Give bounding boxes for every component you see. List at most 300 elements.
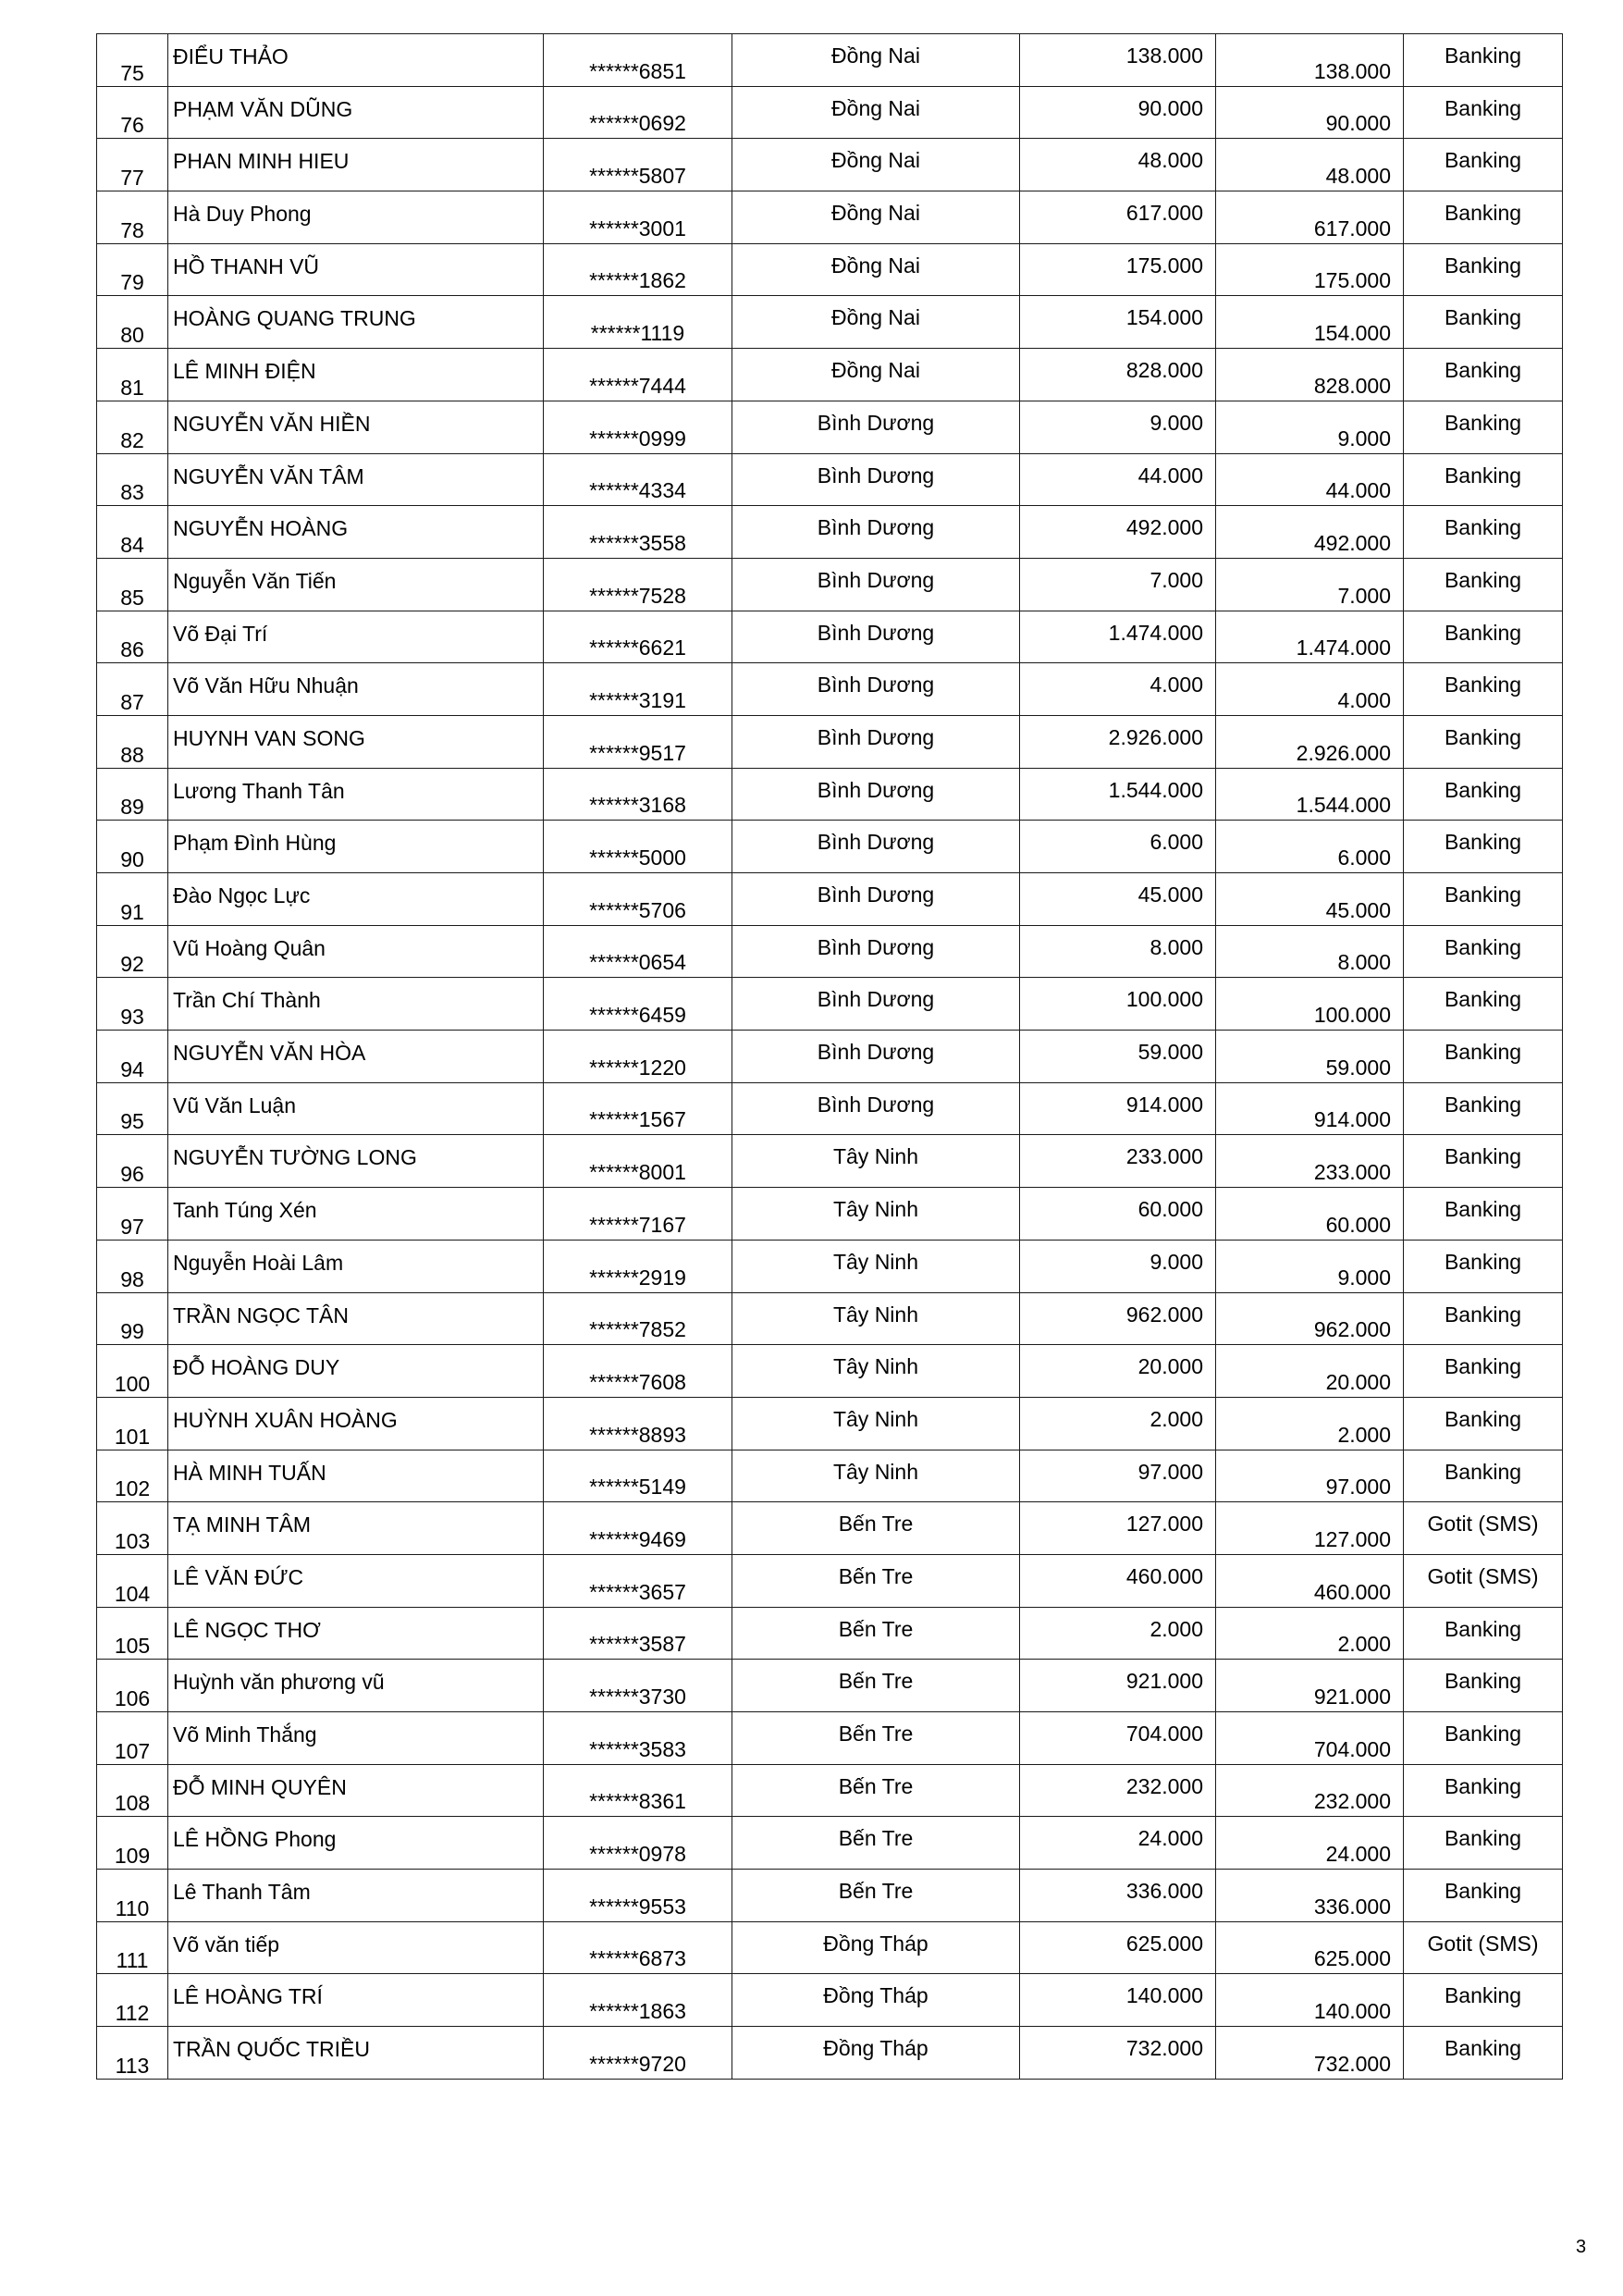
payment-method-cell: Banking xyxy=(1404,1345,1563,1398)
paid-amount-cell: 460.000 xyxy=(1216,1554,1404,1607)
table-row xyxy=(97,1240,1563,1292)
recipient-name-cell: Lương Thanh Tân xyxy=(168,768,544,821)
province-cell: Đồng Nai xyxy=(732,349,1020,401)
table-row xyxy=(97,925,1563,978)
amount-cell: 6.000 xyxy=(1020,821,1216,873)
amount-cell: 9.000 xyxy=(1020,1240,1216,1292)
masked-account-cell: ******1862 xyxy=(544,243,732,296)
masked-account-cell: ******7444 xyxy=(544,349,732,401)
province-cell: Đồng Nai xyxy=(732,191,1020,244)
table-body xyxy=(97,34,1563,2080)
amount-cell: 48.000 xyxy=(1020,139,1216,191)
masked-account-cell: ******0654 xyxy=(544,925,732,978)
recipient-name-cell: TRẦN NGỌC TÂN xyxy=(168,1292,544,1345)
row-number-cell: 107 xyxy=(97,1712,168,1765)
amount-cell: 138.000 xyxy=(1020,34,1216,87)
paid-amount-cell: 8.000 xyxy=(1216,925,1404,978)
masked-account-cell: ******6621 xyxy=(544,611,732,663)
masked-account-cell: ******5807 xyxy=(544,139,732,191)
paid-amount-cell: 48.000 xyxy=(1216,139,1404,191)
payment-method-cell: Banking xyxy=(1404,1817,1563,1870)
province-cell: Đồng Tháp xyxy=(732,2027,1020,2080)
table-row xyxy=(97,715,1563,768)
table-row xyxy=(97,86,1563,139)
table-row xyxy=(97,243,1563,296)
payment-method-cell: Banking xyxy=(1404,925,1563,978)
row-number-cell: 98 xyxy=(97,1240,168,1292)
masked-account-cell: ******1863 xyxy=(544,1974,732,2027)
amount-cell: 127.000 xyxy=(1020,1502,1216,1555)
masked-account-cell: ******7852 xyxy=(544,1292,732,1345)
table-row xyxy=(97,1502,1563,1555)
paid-amount-cell: 90.000 xyxy=(1216,86,1404,139)
payment-method-cell: Banking xyxy=(1404,1292,1563,1345)
masked-account-cell: ******1567 xyxy=(544,1082,732,1135)
recipient-name-cell: HUYNH VAN SONG xyxy=(168,715,544,768)
amount-cell: 90.000 xyxy=(1020,86,1216,139)
amount-cell: 617.000 xyxy=(1020,191,1216,244)
recipient-name-cell: PHAN MINH HIEU xyxy=(168,139,544,191)
province-cell: Bến Tre xyxy=(732,1554,1020,1607)
recipient-name-cell: Nguyễn Văn Tiến xyxy=(168,558,544,611)
row-number-cell: 81 xyxy=(97,349,168,401)
masked-account-cell: ******9469 xyxy=(544,1502,732,1555)
recipient-name-cell: NGUYỄN VĂN HIỀN xyxy=(168,401,544,453)
paid-amount-cell: 617.000 xyxy=(1216,191,1404,244)
row-number-cell: 83 xyxy=(97,453,168,506)
paid-amount-cell: 625.000 xyxy=(1216,1921,1404,1974)
recipient-name-cell: Võ văn tiếp xyxy=(168,1921,544,1974)
province-cell: Bình Dương xyxy=(732,715,1020,768)
payment-method-cell: Banking xyxy=(1404,296,1563,349)
table-row xyxy=(97,453,1563,506)
recipient-name-cell: NGUYỄN TƯỜNG LONG xyxy=(168,1135,544,1188)
amount-cell: 460.000 xyxy=(1020,1554,1216,1607)
amount-cell: 59.000 xyxy=(1020,1031,1216,1083)
table-row xyxy=(97,139,1563,191)
recipient-name-cell: Đào Ngọc Lực xyxy=(168,873,544,926)
table-row xyxy=(97,1188,1563,1241)
paid-amount-cell: 9.000 xyxy=(1216,401,1404,453)
province-cell: Bình Dương xyxy=(732,1031,1020,1083)
amount-cell: 704.000 xyxy=(1020,1712,1216,1765)
paid-amount-cell: 127.000 xyxy=(1216,1502,1404,1555)
row-number-cell: 92 xyxy=(97,925,168,978)
paid-amount-cell: 140.000 xyxy=(1216,1974,1404,2027)
masked-account-cell: ******3168 xyxy=(544,768,732,821)
amount-cell: 1.474.000 xyxy=(1020,611,1216,663)
row-number-cell: 79 xyxy=(97,243,168,296)
amount-cell: 625.000 xyxy=(1020,1921,1216,1974)
province-cell: Bến Tre xyxy=(732,1817,1020,1870)
table-row xyxy=(97,1974,1563,2027)
amount-cell: 732.000 xyxy=(1020,2027,1216,2080)
amount-cell: 9.000 xyxy=(1020,401,1216,453)
masked-account-cell: ******2919 xyxy=(544,1240,732,1292)
amount-cell: 60.000 xyxy=(1020,1188,1216,1241)
masked-account-cell: ******3730 xyxy=(544,1660,732,1712)
row-number-cell: 104 xyxy=(97,1554,168,1607)
province-cell: Đồng Nai xyxy=(732,139,1020,191)
recipient-name-cell: Hà Duy Phong xyxy=(168,191,544,244)
recipient-name-cell: Vũ Văn Luận xyxy=(168,1082,544,1135)
amount-cell: 828.000 xyxy=(1020,349,1216,401)
amount-cell: 336.000 xyxy=(1020,1870,1216,1922)
province-cell: Tây Ninh xyxy=(732,1135,1020,1188)
amount-cell: 4.000 xyxy=(1020,663,1216,716)
masked-account-cell: ******4334 xyxy=(544,453,732,506)
payment-method-cell: Banking xyxy=(1404,191,1563,244)
province-cell: Bình Dương xyxy=(732,663,1020,716)
province-cell: Đồng Nai xyxy=(732,243,1020,296)
payment-method-cell: Banking xyxy=(1404,506,1563,559)
amount-cell: 154.000 xyxy=(1020,296,1216,349)
recipient-name-cell: Lê Thanh Tâm xyxy=(168,1870,544,1922)
paid-amount-cell: 914.000 xyxy=(1216,1082,1404,1135)
row-number-cell: 97 xyxy=(97,1188,168,1241)
paid-amount-cell: 154.000 xyxy=(1216,296,1404,349)
table-row xyxy=(97,349,1563,401)
payment-method-cell: Banking xyxy=(1404,34,1563,87)
amount-cell: 100.000 xyxy=(1020,978,1216,1031)
table-row xyxy=(97,1397,1563,1450)
row-number-cell: 103 xyxy=(97,1502,168,1555)
province-cell: Bình Dương xyxy=(732,506,1020,559)
recipient-name-cell: HOÀNG QUANG TRUNG xyxy=(168,296,544,349)
row-number-cell: 77 xyxy=(97,139,168,191)
payment-method-cell: Banking xyxy=(1404,611,1563,663)
row-number-cell: 108 xyxy=(97,1764,168,1817)
masked-account-cell: ******5000 xyxy=(544,821,732,873)
province-cell: Tây Ninh xyxy=(732,1240,1020,1292)
amount-cell: 2.926.000 xyxy=(1020,715,1216,768)
row-number-cell: 94 xyxy=(97,1031,168,1083)
table-row xyxy=(97,1607,1563,1660)
amount-cell: 24.000 xyxy=(1020,1817,1216,1870)
row-number-cell: 105 xyxy=(97,1607,168,1660)
paid-amount-cell: 4.000 xyxy=(1216,663,1404,716)
row-number-cell: 109 xyxy=(97,1817,168,1870)
payment-method-cell: Banking xyxy=(1404,873,1563,926)
province-cell: Bến Tre xyxy=(732,1502,1020,1555)
payment-method-cell: Banking xyxy=(1404,1764,1563,1817)
province-cell: Bến Tre xyxy=(732,1870,1020,1922)
row-number-cell: 101 xyxy=(97,1397,168,1450)
payment-method-cell: Banking xyxy=(1404,139,1563,191)
paid-amount-cell: 44.000 xyxy=(1216,453,1404,506)
masked-account-cell: ******5149 xyxy=(544,1450,732,1502)
masked-account-cell: ******3657 xyxy=(544,1554,732,1607)
province-cell: Bến Tre xyxy=(732,1764,1020,1817)
province-cell: Đồng Tháp xyxy=(732,1974,1020,2027)
row-number-cell: 102 xyxy=(97,1450,168,1502)
row-number-cell: 84 xyxy=(97,506,168,559)
amount-cell: 7.000 xyxy=(1020,558,1216,611)
table-row xyxy=(97,873,1563,926)
paid-amount-cell: 9.000 xyxy=(1216,1240,1404,1292)
amount-cell: 20.000 xyxy=(1020,1345,1216,1398)
province-cell: Bến Tre xyxy=(732,1712,1020,1765)
table-row xyxy=(97,191,1563,244)
amount-cell: 45.000 xyxy=(1020,873,1216,926)
province-cell: Bến Tre xyxy=(732,1660,1020,1712)
province-cell: Bình Dương xyxy=(732,768,1020,821)
masked-account-cell: ******1220 xyxy=(544,1031,732,1083)
table-row xyxy=(97,978,1563,1031)
table-row xyxy=(97,1031,1563,1083)
masked-account-cell: ******7167 xyxy=(544,1188,732,1241)
paid-amount-cell: 1.474.000 xyxy=(1216,611,1404,663)
masked-account-cell: ******0978 xyxy=(544,1817,732,1870)
amount-cell: 175.000 xyxy=(1020,243,1216,296)
recipient-name-cell: Huỳnh văn phương vũ xyxy=(168,1660,544,1712)
paid-amount-cell: 7.000 xyxy=(1216,558,1404,611)
province-cell: Tây Ninh xyxy=(732,1188,1020,1241)
province-cell: Bình Dương xyxy=(732,611,1020,663)
row-number-cell: 91 xyxy=(97,873,168,926)
row-number-cell: 110 xyxy=(97,1870,168,1922)
payment-method-cell: Banking xyxy=(1404,2027,1563,2080)
amount-cell: 1.544.000 xyxy=(1020,768,1216,821)
row-number-cell: 90 xyxy=(97,821,168,873)
payment-method-cell: Banking xyxy=(1404,663,1563,716)
amount-cell: 2.000 xyxy=(1020,1397,1216,1450)
masked-account-cell: ******6851 xyxy=(544,34,732,87)
masked-account-cell: ******1119 xyxy=(544,296,732,349)
recipient-name-cell: HUỲNH XUÂN HOÀNG xyxy=(168,1397,544,1450)
table-row xyxy=(97,1450,1563,1502)
recipient-name-cell: Trần Chí Thành xyxy=(168,978,544,1031)
payment-method-cell: Gotit (SMS) xyxy=(1404,1554,1563,1607)
recipient-name-cell: HỒ THANH VŨ xyxy=(168,243,544,296)
payment-method-cell: Banking xyxy=(1404,768,1563,821)
row-number-cell: 106 xyxy=(97,1660,168,1712)
paid-amount-cell: 6.000 xyxy=(1216,821,1404,873)
table-row xyxy=(97,1345,1563,1398)
paid-amount-cell: 20.000 xyxy=(1216,1345,1404,1398)
recipient-name-cell: ĐỖ HOÀNG DUY xyxy=(168,1345,544,1398)
recipient-name-cell: Phạm Đình Hùng xyxy=(168,821,544,873)
payment-method-cell: Banking xyxy=(1404,453,1563,506)
table-row xyxy=(97,1921,1563,1974)
paid-amount-cell: 2.000 xyxy=(1216,1397,1404,1450)
masked-account-cell: ******3558 xyxy=(544,506,732,559)
row-number-cell: 93 xyxy=(97,978,168,1031)
province-cell: Đồng Nai xyxy=(732,296,1020,349)
table-row xyxy=(97,401,1563,453)
payment-method-cell: Banking xyxy=(1404,1660,1563,1712)
paid-amount-cell: 232.000 xyxy=(1216,1764,1404,1817)
payment-method-cell: Banking xyxy=(1404,349,1563,401)
paid-amount-cell: 704.000 xyxy=(1216,1712,1404,1765)
row-number-cell: 99 xyxy=(97,1292,168,1345)
table-row xyxy=(97,506,1563,559)
masked-account-cell: ******8893 xyxy=(544,1397,732,1450)
paid-amount-cell: 100.000 xyxy=(1216,978,1404,1031)
paid-amount-cell: 60.000 xyxy=(1216,1188,1404,1241)
row-number-cell: 111 xyxy=(97,1921,168,1974)
row-number-cell: 96 xyxy=(97,1135,168,1188)
recipient-table xyxy=(96,33,1563,2080)
province-cell: Bình Dương xyxy=(732,401,1020,453)
province-cell: Bến Tre xyxy=(732,1607,1020,1660)
paid-amount-cell: 962.000 xyxy=(1216,1292,1404,1345)
province-cell: Tây Ninh xyxy=(732,1292,1020,1345)
payment-method-cell: Banking xyxy=(1404,1135,1563,1188)
recipient-name-cell: LÊ HỒNG Phong xyxy=(168,1817,544,1870)
recipient-name-cell: Võ Đại Trí xyxy=(168,611,544,663)
row-number-cell: 95 xyxy=(97,1082,168,1135)
masked-account-cell: ******7528 xyxy=(544,558,732,611)
province-cell: Bình Dương xyxy=(732,1082,1020,1135)
payment-method-cell: Banking xyxy=(1404,1240,1563,1292)
recipient-name-cell: Tanh Túng Xén xyxy=(168,1188,544,1241)
amount-cell: 44.000 xyxy=(1020,453,1216,506)
masked-account-cell: ******3583 xyxy=(544,1712,732,1765)
table-row xyxy=(97,768,1563,821)
recipient-name-cell: ĐỖ MINH QUYÊN xyxy=(168,1764,544,1817)
amount-cell: 2.000 xyxy=(1020,1607,1216,1660)
paid-amount-cell: 732.000 xyxy=(1216,2027,1404,2080)
province-cell: Bình Dương xyxy=(732,821,1020,873)
amount-cell: 962.000 xyxy=(1020,1292,1216,1345)
row-number-cell: 113 xyxy=(97,2027,168,2080)
province-cell: Đồng Tháp xyxy=(732,1921,1020,1974)
payment-method-cell: Banking xyxy=(1404,1188,1563,1241)
amount-cell: 492.000 xyxy=(1020,506,1216,559)
row-number-cell: 75 xyxy=(97,34,168,87)
province-cell: Tây Ninh xyxy=(732,1450,1020,1502)
paid-amount-cell: 921.000 xyxy=(1216,1660,1404,1712)
masked-account-cell: ******6459 xyxy=(544,978,732,1031)
row-number-cell: 76 xyxy=(97,86,168,139)
paid-amount-cell: 138.000 xyxy=(1216,34,1404,87)
amount-cell: 8.000 xyxy=(1020,925,1216,978)
recipient-name-cell: TẠ MINH TÂM xyxy=(168,1502,544,1555)
table-row xyxy=(97,611,1563,663)
table-row xyxy=(97,663,1563,716)
recipient-name-cell: Vũ Hoàng Quân xyxy=(168,925,544,978)
table-row xyxy=(97,1870,1563,1922)
province-cell: Đồng Nai xyxy=(732,86,1020,139)
province-cell: Bình Dương xyxy=(732,558,1020,611)
masked-account-cell: ******3587 xyxy=(544,1607,732,1660)
page-number: 3 xyxy=(1576,2237,1587,2257)
recipient-name-cell: NGUYỄN VĂN HÒA xyxy=(168,1031,544,1083)
table-row xyxy=(97,1135,1563,1188)
table-row xyxy=(97,1292,1563,1345)
payment-method-cell: Banking xyxy=(1404,86,1563,139)
payment-method-cell: Gotit (SMS) xyxy=(1404,1921,1563,1974)
amount-cell: 232.000 xyxy=(1020,1764,1216,1817)
table-row xyxy=(97,1817,1563,1870)
payment-method-cell: Banking xyxy=(1404,558,1563,611)
amount-cell: 914.000 xyxy=(1020,1082,1216,1135)
province-cell: Đồng Nai xyxy=(732,34,1020,87)
row-number-cell: 89 xyxy=(97,768,168,821)
recipient-name-cell: HÀ MINH TUẤN xyxy=(168,1450,544,1502)
table-row xyxy=(97,1554,1563,1607)
recipient-name-cell: NGUYỄN VĂN TÂM xyxy=(168,453,544,506)
recipient-name-cell: LÊ NGỌC THƠ xyxy=(168,1607,544,1660)
table-row xyxy=(97,1082,1563,1135)
payment-method-cell: Banking xyxy=(1404,1974,1563,2027)
province-cell: Tây Ninh xyxy=(732,1345,1020,1398)
masked-account-cell: ******0999 xyxy=(544,401,732,453)
table-row xyxy=(97,34,1563,87)
paid-amount-cell: 175.000 xyxy=(1216,243,1404,296)
amount-cell: 233.000 xyxy=(1020,1135,1216,1188)
masked-account-cell: ******8361 xyxy=(544,1764,732,1817)
recipient-name-cell: TRẦN QUỐC TRIỀU xyxy=(168,2027,544,2080)
row-number-cell: 78 xyxy=(97,191,168,244)
payment-method-cell: Banking xyxy=(1404,1450,1563,1502)
masked-account-cell: ******3001 xyxy=(544,191,732,244)
table-row xyxy=(97,1660,1563,1712)
row-number-cell: 82 xyxy=(97,401,168,453)
row-number-cell: 112 xyxy=(97,1974,168,2027)
masked-account-cell: ******9517 xyxy=(544,715,732,768)
payment-method-cell: Banking xyxy=(1404,978,1563,1031)
table-row xyxy=(97,2027,1563,2080)
province-cell: Bình Dương xyxy=(732,925,1020,978)
paid-amount-cell: 1.544.000 xyxy=(1216,768,1404,821)
payment-method-cell: Banking xyxy=(1404,243,1563,296)
paid-amount-cell: 492.000 xyxy=(1216,506,1404,559)
recipient-name-cell: LÊ HOÀNG TRÍ xyxy=(168,1974,544,2027)
payment-method-cell: Banking xyxy=(1404,401,1563,453)
masked-account-cell: ******9553 xyxy=(544,1870,732,1922)
province-cell: Tây Ninh xyxy=(732,1397,1020,1450)
masked-account-cell: ******7608 xyxy=(544,1345,732,1398)
payment-method-cell: Banking xyxy=(1404,1870,1563,1922)
table-row xyxy=(97,558,1563,611)
payment-method-cell: Banking xyxy=(1404,1031,1563,1083)
table-row xyxy=(97,1712,1563,1765)
province-cell: Bình Dương xyxy=(732,873,1020,926)
payment-method-cell: Banking xyxy=(1404,1397,1563,1450)
amount-cell: 921.000 xyxy=(1020,1660,1216,1712)
row-number-cell: 100 xyxy=(97,1345,168,1398)
row-number-cell: 88 xyxy=(97,715,168,768)
paid-amount-cell: 59.000 xyxy=(1216,1031,1404,1083)
recipient-name-cell: Võ Văn Hữu Nhuận xyxy=(168,663,544,716)
payment-method-cell: Banking xyxy=(1404,715,1563,768)
masked-account-cell: ******6873 xyxy=(544,1921,732,1974)
recipient-name-cell: LÊ MINH ĐIỆN xyxy=(168,349,544,401)
table-row xyxy=(97,1764,1563,1817)
masked-account-cell: ******3191 xyxy=(544,663,732,716)
recipient-name-cell: PHẠM VĂN DŨNG xyxy=(168,86,544,139)
table-row xyxy=(97,296,1563,349)
province-cell: Bình Dương xyxy=(732,978,1020,1031)
paid-amount-cell: 336.000 xyxy=(1216,1870,1404,1922)
payment-method-cell: Banking xyxy=(1404,821,1563,873)
table-row xyxy=(97,821,1563,873)
paid-amount-cell: 828.000 xyxy=(1216,349,1404,401)
recipient-name-cell: LÊ VĂN ĐỨC xyxy=(168,1554,544,1607)
masked-account-cell: ******5706 xyxy=(544,873,732,926)
payment-method-cell: Banking xyxy=(1404,1082,1563,1135)
row-number-cell: 86 xyxy=(97,611,168,663)
recipient-name-cell: ĐIỂU THẢO xyxy=(168,34,544,87)
paid-amount-cell: 233.000 xyxy=(1216,1135,1404,1188)
masked-account-cell: ******0692 xyxy=(544,86,732,139)
row-number-cell: 85 xyxy=(97,558,168,611)
paid-amount-cell: 2.000 xyxy=(1216,1607,1404,1660)
payment-method-cell: Banking xyxy=(1404,1607,1563,1660)
payment-method-cell: Gotit (SMS) xyxy=(1404,1502,1563,1555)
